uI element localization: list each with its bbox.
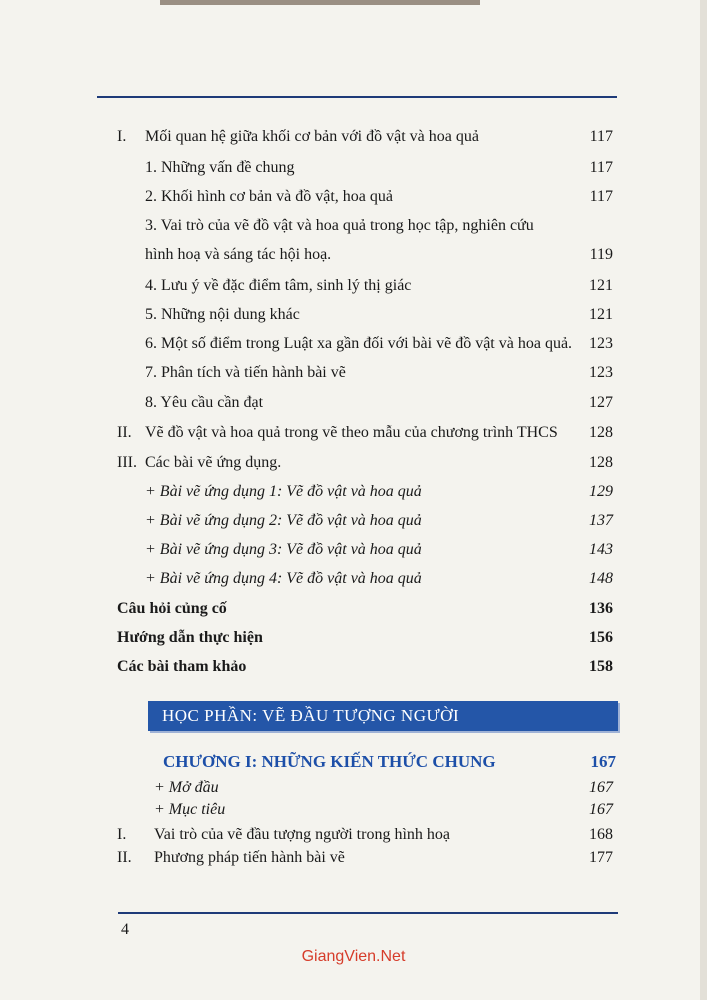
chapter-page: 167 [590,752,616,771]
toc-entry-title: Mối quan hệ giữa khối cơ bản với đồ vật và hoa quả [145,128,479,145]
toc-entry-page: 121 [589,277,613,294]
toc-entry-page: 168 [589,826,613,843]
toc-entry [0,213,707,239]
toc-entry-page: 117 [589,159,613,176]
toc-entry-title: Câu hỏi củng cố [117,600,227,617]
page-number: 4 [121,921,129,938]
toc-entry [0,302,707,328]
toc-entry-page: 167 [589,801,613,818]
toc-entry-title: hình hoạ và sáng tác hội hoạ. [145,246,332,263]
toc-entry-number: I. [117,826,127,843]
top-rule [97,96,617,98]
toc-entry-page: 119 [589,246,613,263]
toc-entry-page: 123 [589,335,613,352]
chapter-title: CHƯƠNG I: NHỮNG KIẾN THỨC CHUNG [163,752,496,771]
toc-entry-title: 2. Khối hình cơ bản và đồ vật, hoa quả [145,188,393,205]
toc-entry-title: Các bài vẽ ứng dụng. [145,454,282,471]
toc-entry-page: 156 [589,629,613,646]
toc-entry-page: 127 [589,394,613,411]
toc-entry [0,390,707,416]
toc-entry-page: 143 [589,541,613,558]
toc-entry [0,450,707,476]
toc-entry-page: 123 [589,364,613,381]
toc-entry-title: + Mở đầu [154,779,219,796]
toc-entry-title: + Bài vẽ ứng dụng 1: Vẽ đồ vật và hoa quả [145,483,422,500]
toc-entry [0,273,707,299]
toc-entry-title: Vai trò của vẽ đầu tượng người trong hình hoạ [154,826,450,843]
toc-entry [0,625,707,651]
toc-entry [0,124,707,150]
toc-entry-page: 148 [589,570,613,587]
toc-entry [0,420,707,446]
chapter-heading [0,749,707,775]
toc-entry [0,331,707,357]
toc-entry-page: 158 [589,658,613,675]
toc-entry-title: 7. Phân tích và tiến hành bài vẽ [145,364,346,381]
top-photo-strip [160,0,480,5]
toc-entry-page: 117 [589,188,613,205]
section-title-banner [148,701,618,731]
toc-entry-number: I. [117,128,127,145]
toc-entry-page: 167 [589,779,613,796]
toc-entry [0,845,707,871]
toc-entry [0,654,707,680]
toc-entry-title: + Bài vẽ ứng dụng 3: Vẽ đồ vật và hoa quả [145,541,422,558]
toc-entry-title: + Mục tiêu [154,801,226,818]
toc-entry [0,184,707,210]
toc-entry-title: 4. Lưu ý về đặc điểm tâm, sinh lý thị giác [145,277,412,294]
toc-entry-page: 137 [589,512,613,529]
toc-entry-title: Phương pháp tiến hành bài vẽ [154,849,345,866]
toc-entry-page: 117 [589,128,613,145]
toc-entry-title: 3. Vai trò của vẽ đồ vật và hoa quả trong học tập, nghiên cứu [145,217,534,234]
toc-entry-number: II. [117,849,132,866]
toc-entry-page: 129 [589,483,613,500]
toc-entry [0,155,707,181]
toc-entry [0,797,707,823]
toc-entry [0,479,707,505]
toc-entry [0,360,707,386]
toc-entry-number: III. [117,454,137,471]
toc-entry-page: 128 [589,454,613,471]
watermark-text: GiangVien.Net [301,948,406,965]
toc-entry-title: 5. Những nội dung khác [145,306,300,323]
toc-entry-page: 121 [589,306,613,323]
toc-entry [0,242,707,268]
toc-entry-title: 1. Những vấn đề chung [145,159,295,176]
toc-entry [0,537,707,563]
toc-entry-page: 177 [589,849,613,866]
toc-entry-title: 8. Yêu cầu cần đạt [145,394,264,411]
toc-entry-title: Hướng dẫn thực hiện [117,629,263,646]
toc-entry-title: Vẽ đồ vật và hoa quả trong vẽ theo mẫu của chương trình THCS [145,424,558,441]
toc-entry-page: 136 [589,600,613,617]
toc-entry [0,596,707,622]
toc-entry-title: + Bài vẽ ứng dụng 4: Vẽ đồ vật và hoa quả [145,570,422,587]
page-edge [700,0,707,1000]
toc-entry-number: II. [117,424,132,441]
toc-entry [0,508,707,534]
toc-entry-title: + Bài vẽ ứng dụng 2: Vẽ đồ vật và hoa quả [145,512,422,529]
bottom-rule [118,912,618,914]
toc-entry-title: Các bài tham khảo [117,658,247,675]
toc-entry-page: 128 [589,424,613,441]
section-title: HỌC PHẦN: VẼ ĐẦU TƯỢNG NGƯỜI [162,706,460,725]
toc-entry-title: 6. Một số điểm trong Luật xa gần đối với bài vẽ đồ vật và hoa quả. [145,335,573,352]
toc-entry [0,566,707,592]
